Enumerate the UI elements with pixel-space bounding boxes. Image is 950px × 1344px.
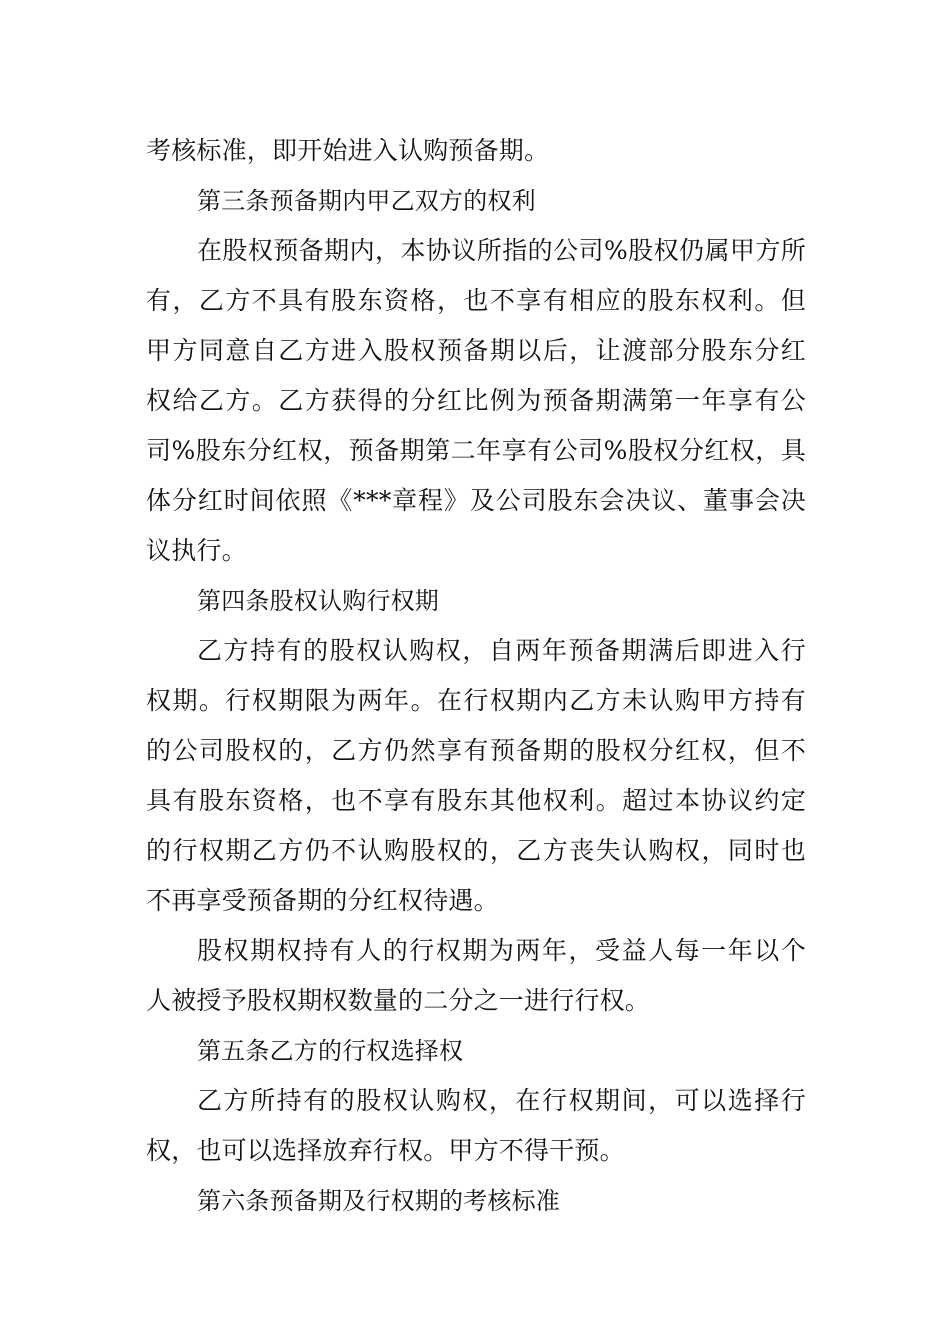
article-heading: 第四条股权认购行权期 <box>197 587 439 615</box>
paragraph-line: 司%股东分红权，预备期第二年享有公司%股权分红权，具 <box>146 436 806 465</box>
paragraph-line: 体分红时间依照《***章程》及公司股东会决议、董事会决 <box>146 486 806 515</box>
paragraph-line: 不再享受预备期的分红权待遇。 <box>146 886 499 915</box>
paragraph-line: 甲方同意自乙方进入股权预备期以后，让渡部分股东分红 <box>146 336 806 365</box>
paragraph-line: 权给乙方。乙方获得的分红比例为预备期满第一年享有公 <box>146 386 806 415</box>
paragraph-line: 在股权预备期内，本协议所指的公司%股权仍属甲方所 <box>197 236 806 265</box>
article-heading: 第六条预备期及行权期的考核标准 <box>197 1187 560 1215</box>
paragraph-line: 股权期权持有人的行权期为两年，受益人每一年以个 <box>197 936 806 965</box>
article-heading: 第五条乙方的行权选择权 <box>197 1037 464 1065</box>
document-body <box>146 126 806 1226</box>
paragraph-line: 的行权期乙方仍不认购股权的，乙方丧失认购权，同时也 <box>146 836 806 865</box>
paragraph-line: 考核标准，即开始进入认购预备期。 <box>146 136 550 165</box>
article-heading: 第三条预备期内甲乙双方的权利 <box>197 187 536 215</box>
paragraph-line: 权，也可以选择放弃行权。甲方不得干预。 <box>146 1136 625 1165</box>
paragraph-line: 人被授予股权期权数量的二分之一进行行权。 <box>146 986 651 1015</box>
paragraph-line: 具有股东资格，也不享有股东其他权利。超过本协议约定 <box>146 786 806 815</box>
paragraph-line: 权期。行权期限为两年。在行权期内乙方未认购甲方持有 <box>146 686 806 715</box>
paragraph-line: 乙方持有的股权认购权，自两年预备期满后即进入行 <box>197 636 806 665</box>
paragraph-line: 有，乙方不具有股东资格，也不享有相应的股东权利。但 <box>146 286 806 315</box>
paragraph-line: 乙方所持有的股权认购权，在行权期间，可以选择行 <box>197 1086 806 1115</box>
paragraph-line: 的公司股权的，乙方仍然享有预备期的股权分红权，但不 <box>146 736 806 765</box>
paragraph-line: 议执行。 <box>146 536 247 565</box>
